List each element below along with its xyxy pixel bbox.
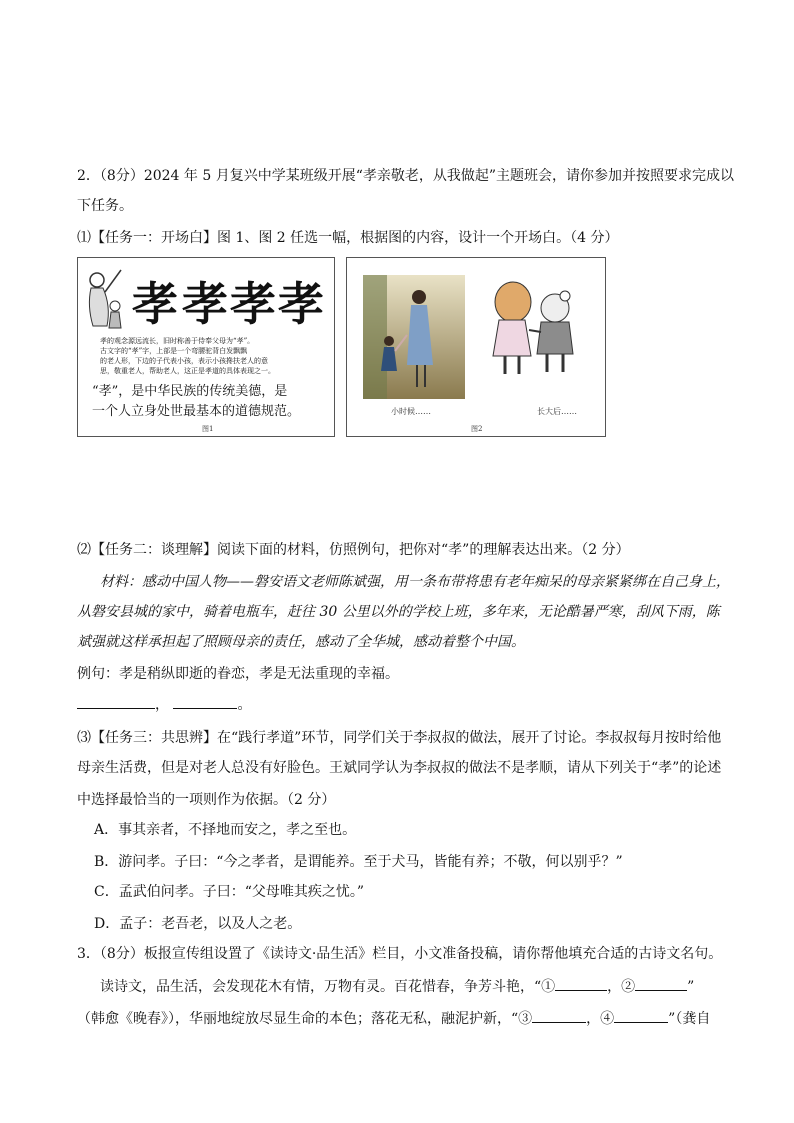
fig1-slogan xyxy=(92,382,300,422)
q2-header-cont: 下任务。 xyxy=(77,198,133,214)
q3-text: ， xyxy=(586,1011,601,1027)
q3-text: ”（龚自 xyxy=(668,1011,711,1027)
fig2-right-caption: 长大后…… xyxy=(537,407,577,416)
material-line-2: 从磐安县城的家中，骑着电瓶车，赶往 30 公里以外的学校上班，多年来，无论酷暑严寒，刮风下雨，陈 xyxy=(77,604,720,620)
childhood-photo xyxy=(363,275,465,399)
elder-child-illustration xyxy=(81,266,125,334)
blank-number-4: ④ xyxy=(600,1011,615,1027)
seal-char-4: 孝 xyxy=(278,277,324,331)
fig1-desc-line: 古文字的“孝”字，上部是一个弯腰驼背白发飘飘 xyxy=(100,347,248,355)
task2-title: ⑵【任务二：谈理解】阅读下面的材料，仿照例句，把你对“孝”的理解表达出来。（2 分） xyxy=(77,542,630,558)
fig1-caption: 图1 xyxy=(202,425,214,433)
blank-separator: ， xyxy=(155,697,169,713)
q3-text: ， xyxy=(607,979,622,995)
answer-blanks xyxy=(77,694,251,715)
seal-char-1: 孝 xyxy=(132,277,178,331)
fig1-slogan-line-1: “孝”，是中华民族的传统美德，是 xyxy=(92,384,288,399)
fig2-left-caption: 小时候…… xyxy=(391,407,431,416)
poem-blank-2[interactable] xyxy=(635,976,687,991)
seal-char-3: 孝 xyxy=(230,277,276,331)
task3-line-1: ⑶【任务三：共思辨】在“践行孝道”环节，同学们关于李叔叔的做法，展开了讨论。李叔叔每月按时给他 xyxy=(77,730,722,746)
fig1-description xyxy=(100,336,275,376)
q2-header: 2．（8分）2024 年 5 月复兴中学某班级开展“孝亲敬老，从我做起”主题班会，请你参加并按照要求完成以 xyxy=(77,168,735,184)
task3-line-3: 中选择最恰当的一项则作为依据。（2 分） xyxy=(77,792,336,808)
figure-2 xyxy=(346,257,606,437)
blank-number-1: ① xyxy=(541,979,556,995)
figure-1 xyxy=(77,257,335,437)
seal-char-2: 孝 xyxy=(182,277,228,331)
option-b[interactable]: B．游问孝。子曰：“今之孝者，是谓能养。至于犬马，皆能有养；不敬，何以别乎？” xyxy=(94,854,623,870)
q3-header: 3．（8分）板报宣传组设置了《读诗文·品生活》栏目，小文准备投稿，请你帮他填充合适的古诗文名句。 xyxy=(77,946,723,962)
blank-number-2: ② xyxy=(621,979,636,995)
fig1-desc-line: 孝的观念源远流长，旧时称善于侍奉父母为“孝”。 xyxy=(100,337,255,345)
blank-end: 。 xyxy=(237,697,252,713)
task3-line-2: 母亲生活费，但是对老人总没有好脸色。王斌同学认为李叔叔的做法不是孝顺，请从下列关于“孝”的论述 xyxy=(77,760,722,776)
material-line-3: 斌强就这样承担起了照顾母亲的责任，感动了全华城，感动着整个中国。 xyxy=(77,634,525,650)
example-sentence: 例句：孝是稍纵即逝的眷恋，孝是无法重现的幸福。 xyxy=(77,666,399,682)
option-a[interactable]: A．事其亲者，不择地而安之，孝之至也。 xyxy=(94,822,357,838)
option-d[interactable]: D．孟子：老吾老，以及人之老。 xyxy=(94,916,302,932)
grownup-cartoon xyxy=(479,274,589,384)
task1-title: ⑴【任务一：开场白】图 1、图 2 任选一幅，根据图的内容，设计一个开场白。（4 分） xyxy=(77,230,619,246)
material-line-1: 材料：感动中国人物——磐安语文老师陈斌强，用一条布带将患有老年痴呆的母亲紧紧绑在自己身上， xyxy=(100,574,730,590)
fig1-slogan-line-2: 一个人立身处世最基本的道德规范。 xyxy=(92,404,301,419)
fig2-caption: 图2 xyxy=(471,425,483,433)
q3-text: （韩愈《晚春》），华丽地绽放尽显生命的本色；落花无私，融泥护新，“ xyxy=(77,1011,519,1027)
fig1-desc-line: 思，敬重老人，帮助老人，这正是孝道的具体表现之一。 xyxy=(100,367,275,375)
answer-blank-2[interactable] xyxy=(173,694,237,709)
answer-blank-1[interactable] xyxy=(77,694,155,709)
q3-paragraph-line-1 xyxy=(100,976,694,997)
poem-blank-1[interactable] xyxy=(555,976,607,991)
q3-text: ” xyxy=(687,979,695,995)
blank-number-3: ③ xyxy=(518,1011,533,1027)
poem-blank-4[interactable] xyxy=(614,1008,668,1023)
option-c[interactable]: C．孟武伯问孝。子曰：“父母唯其疾之忧。” xyxy=(94,884,365,900)
q3-paragraph-line-2 xyxy=(77,1008,710,1029)
fig1-desc-line: 的老人形，下边的子代表小孩，表示小孩搀扶老人的意 xyxy=(100,357,268,365)
q3-text: 读诗文，品生活，会发现花木有情，万物有灵。百花惜春，争芳斗艳，“ xyxy=(100,979,542,995)
poem-blank-3[interactable] xyxy=(532,1008,586,1023)
